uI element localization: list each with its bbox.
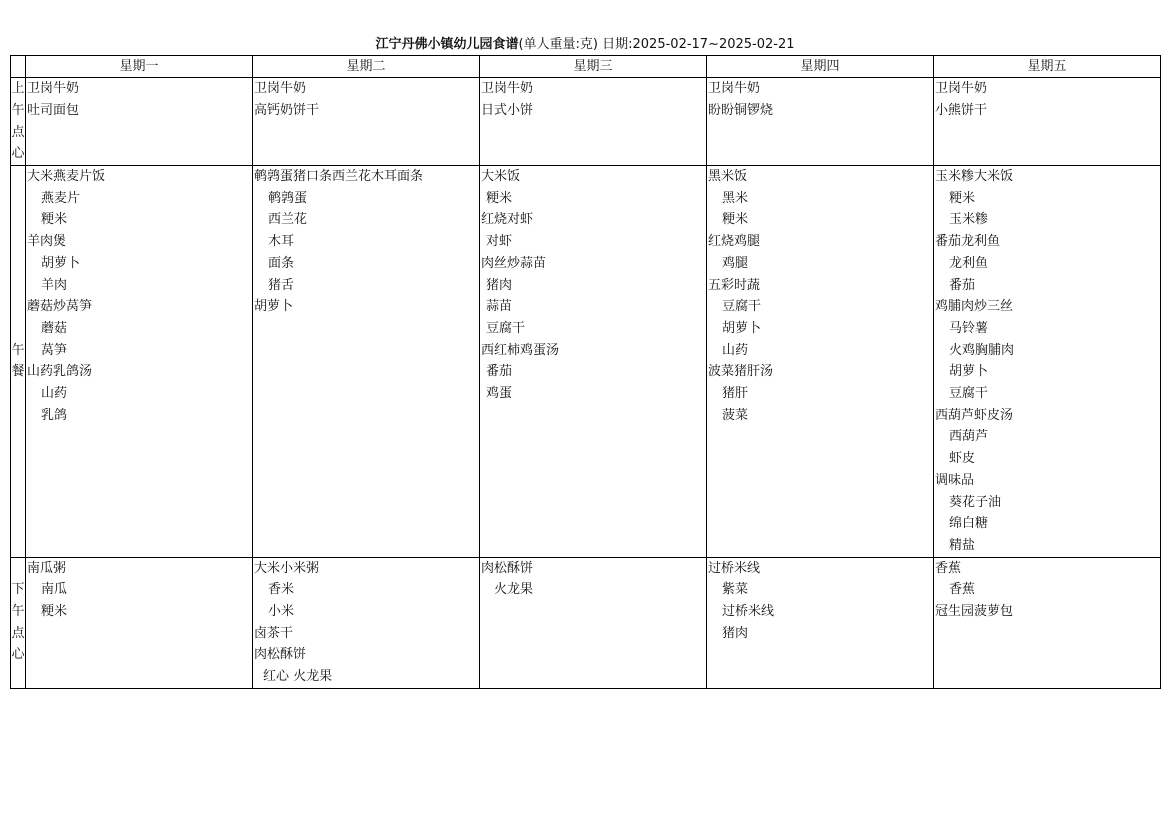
menu-cell-lunch-monday (26, 166, 253, 558)
ingredient-name: 乳鸽 (41, 407, 68, 423)
ingredient-name: 猪肉 (486, 277, 513, 293)
menu-cell-afternoon-snack-monday (26, 557, 253, 688)
header-monday: 星期一 (26, 56, 253, 78)
dish-name: 南瓜粥 (27, 560, 67, 576)
ingredient-name: 豆腐干 (949, 386, 989, 402)
menu-cell-lunch-thursday (707, 166, 934, 558)
ingredient-name: 胡萝卜 (949, 364, 989, 380)
title-main: 江宁丹佛小镇幼儿园食谱 (375, 37, 519, 52)
ingredient-name: 鹌鹑蛋 (268, 190, 308, 206)
ingredient-name: 黑米 (722, 190, 749, 206)
ingredient-name: 蒜苗 (486, 299, 513, 315)
ingredient-name: 对虾 (486, 234, 513, 250)
header-wednesday: 星期三 (480, 56, 707, 78)
ingredient-name: 山药 (41, 386, 68, 402)
ingredient-name: 火龙果 (494, 582, 534, 598)
meal-label-afternoon-snack: 下午点心 (11, 557, 26, 688)
dish-name: 肉松酥饼 (254, 647, 307, 663)
header-thursday: 星期四 (707, 56, 934, 78)
dish-name: 蘑菇炒莴笋 (27, 299, 93, 315)
menu-cell-morning-snack-wednesday (480, 78, 707, 166)
ingredient-name: 猪肝 (722, 386, 749, 402)
dish-name: 卫岗牛奶 (254, 81, 307, 96)
meal-row-lunch (11, 166, 1161, 558)
ingredient-name: 豆腐干 (722, 299, 762, 315)
ingredient-name: 猪舌 (268, 277, 295, 293)
dish-name: 鸡脯肉炒三丝 (935, 299, 1014, 315)
ingredient-name: 蘑菇 (41, 320, 68, 336)
menu-cell-afternoon-snack-friday (934, 557, 1161, 688)
menu-cell-lunch-tuesday (253, 166, 480, 558)
ingredient-name: 菠菜 (722, 407, 749, 423)
ingredient-name: 小米 (268, 604, 295, 620)
menu-cell-morning-snack-thursday (707, 78, 934, 166)
ingredient-name: 鸡腿 (722, 255, 749, 271)
ingredient-name: 过桥米线 (722, 604, 775, 620)
dish-name: 大米饭 (481, 169, 521, 184)
ingredient-name: 葵花子油 (949, 494, 1002, 510)
menu-cell-afternoon-snack-thursday (707, 557, 934, 688)
meal-row-afternoon-snack (11, 557, 1161, 688)
meal-label-morning-snack: 上午点心 (11, 78, 26, 166)
ingredient-name: 鸡蛋 (486, 386, 513, 402)
page-title (0, 36, 1170, 54)
ingredient-name: 香米 (268, 582, 295, 598)
dish-name: 盼盼铜锣烧 (708, 102, 774, 118)
ingredient-name: 香蕉 (949, 582, 976, 598)
ingredient-name: 虾皮 (949, 451, 976, 467)
ingredient-name: 豆腐干 (486, 320, 526, 336)
ingredient-name: 面条 (268, 255, 295, 271)
dish-name: 小熊饼干 (935, 102, 988, 118)
dish-name: 肉松酥饼 (481, 560, 534, 576)
ingredient-name: 羊肉 (41, 277, 68, 293)
dish-name: 红烧鸡腿 (708, 234, 761, 250)
dish-name: 西葫芦虾皮汤 (935, 407, 1014, 423)
dish-name: 胡萝卜 (254, 299, 294, 315)
ingredient-name: 番茄 (486, 364, 513, 380)
dish-name: 卫岗牛奶 (935, 81, 988, 96)
ingredient-name: 精盐 (949, 537, 976, 553)
dish-name: 五彩时蔬 (708, 277, 761, 293)
ingredient-name: 山药 (722, 342, 749, 358)
ingredient-name: 红心 火龙果 (263, 669, 333, 685)
dish-name: 卫岗牛奶 (481, 81, 534, 96)
ingredient-name: 木耳 (268, 234, 295, 250)
menu-cell-morning-snack-tuesday (253, 78, 480, 166)
ingredient-name: 南瓜 (41, 582, 68, 598)
dish-name: 调味品 (935, 472, 975, 488)
dish-name: 香蕉 (935, 560, 962, 576)
dish-name: 大米小米粥 (254, 560, 320, 576)
dish-name: 红烧对虾 (481, 212, 534, 228)
header-tuesday: 星期二 (253, 56, 480, 78)
menu-cell-afternoon-snack-tuesday (253, 557, 480, 688)
ingredient-name: 玉米糁 (949, 212, 989, 228)
ingredient-name: 西葫芦 (949, 429, 989, 445)
dish-name: 羊肉煲 (27, 234, 67, 250)
ingredient-name: 绵白糖 (949, 516, 989, 532)
ingredient-name: 龙利鱼 (949, 255, 989, 271)
header-row (11, 56, 1161, 78)
dish-name: 卤茶干 (254, 625, 294, 641)
ingredient-name: 火鸡胸脯肉 (949, 342, 1015, 358)
ingredient-name: 胡萝卜 (41, 255, 81, 271)
ingredient-name: 番茄 (949, 277, 976, 293)
menu-cell-afternoon-snack-wednesday (480, 557, 707, 688)
dish-name: 卫岗牛奶 (27, 81, 80, 96)
ingredient-name: 马铃薯 (949, 320, 989, 336)
ingredient-name: 粳米 (41, 604, 68, 620)
ingredient-name: 猪肉 (722, 625, 749, 641)
ingredient-name: 粳米 (41, 212, 68, 228)
menu-cell-morning-snack-monday (26, 78, 253, 166)
meal-label-lunch: 午餐 (11, 166, 26, 558)
ingredient-name: 紫菜 (722, 582, 749, 598)
title-date: (单人重量:克) 日期:2025-02-17~2025-02-21 (518, 37, 795, 52)
ingredient-name: 粳米 (722, 212, 749, 228)
meal-row-morning-snack (11, 78, 1161, 166)
dish-name: 日式小饼 (481, 102, 534, 118)
ingredient-name: 燕麦片 (41, 190, 81, 206)
dish-name: 玉米糁大米饭 (935, 169, 1014, 184)
dish-name: 黑米饭 (708, 169, 748, 184)
ingredient-name: 莴笋 (41, 342, 68, 358)
menu-cell-lunch-friday (934, 166, 1161, 558)
dish-name: 冠生园菠萝包 (935, 604, 1014, 620)
header-friday: 星期五 (934, 56, 1161, 78)
corner-cell (11, 56, 26, 78)
dish-name: 番茄龙利鱼 (935, 234, 1001, 250)
dish-name: 西红柿鸡蛋汤 (481, 342, 560, 358)
menu-table (10, 55, 1161, 689)
menu-cell-morning-snack-friday (934, 78, 1161, 166)
dish-name: 过桥米线 (708, 560, 761, 576)
dish-name: 卫岗牛奶 (708, 81, 761, 96)
dish-name: 肉丝炒蒜苗 (481, 255, 547, 271)
ingredient-name: 西兰花 (268, 212, 308, 228)
dish-name: 山药乳鸽汤 (27, 364, 93, 380)
dish-name: 大米燕麦片饭 (27, 169, 106, 184)
dish-name: 吐司面包 (27, 102, 80, 118)
dish-name: 鹌鹑蛋猪口条西兰花木耳面条 (254, 169, 424, 184)
menu-cell-lunch-wednesday (480, 166, 707, 558)
ingredient-name: 粳米 (949, 190, 976, 206)
ingredient-name: 胡萝卜 (722, 320, 762, 336)
dish-name: 波菜猪肝汤 (708, 364, 774, 380)
ingredient-name: 粳米 (486, 190, 513, 206)
dish-name: 高钙奶饼干 (254, 102, 320, 118)
